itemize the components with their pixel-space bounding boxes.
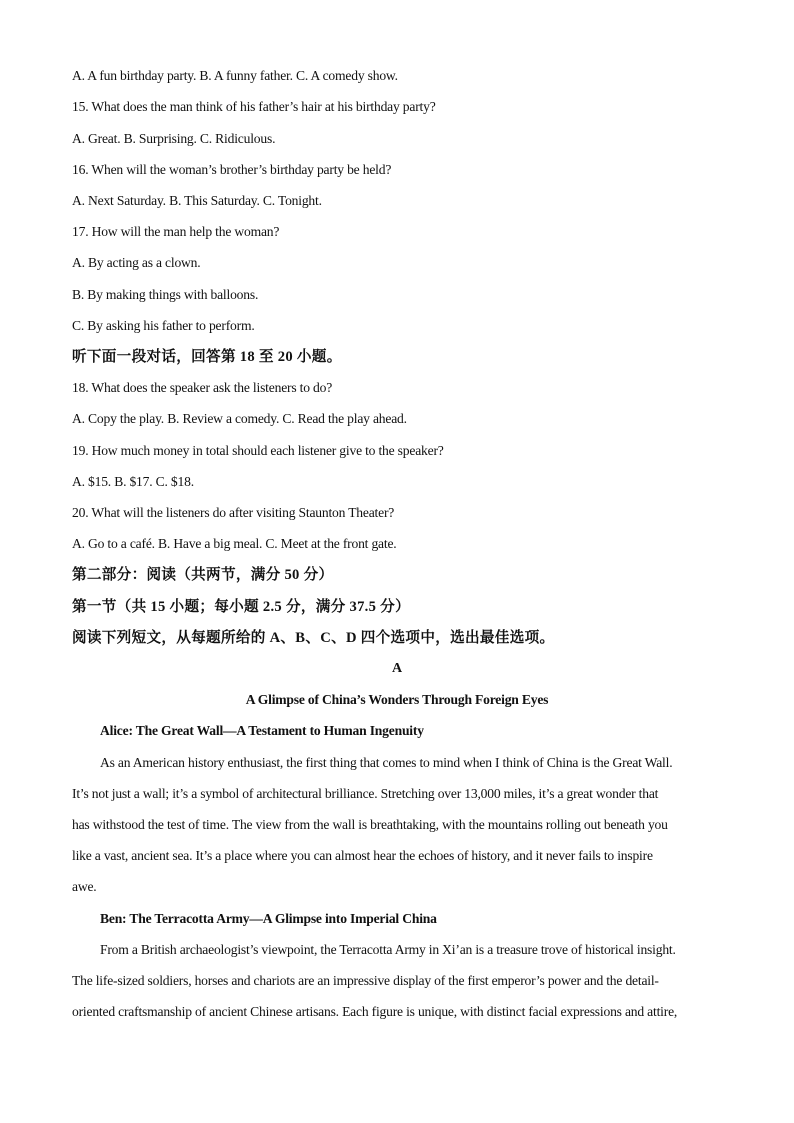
alice-line-5: awe.	[72, 879, 97, 894]
q20-question: 20. What will the listeners do after visiting Staunton Theater?	[72, 505, 395, 520]
alice-line-3: has withstood the test of time. The view from the wall is breathtaking, with the mountains rolling out beneath you	[72, 817, 668, 832]
instruction-18-20: 听下面一段对话，回答第 18 至 20 小题。	[72, 349, 342, 365]
passage-letter: A	[392, 661, 402, 676]
ben-line-3: oriented craftsmanship of ancient Chinese artisans. Each figure is unique, with distinct facial expressions and attire,	[72, 1004, 678, 1019]
alice-line-4: like a vast, ancient sea. It’s a place where you can almost hear the echoes of history, and it never fails to inspire	[72, 848, 653, 863]
ben-line-2: The life-sized soldiers, horses and chariots are an impressive display of the first emperor’s power and the detail-	[72, 973, 659, 988]
reading-instruction: 阅读下列短文，从每题所给的 A、B、C、D 四个选项中，选出最佳选项。	[72, 630, 555, 646]
q15-options: A. Great. B. Surprising. C. Ridiculous.	[72, 131, 276, 146]
q16-question: 16. When will the woman’s brother’s birthday party be held?	[72, 162, 392, 177]
passage-title: A Glimpse of China’s Wonders Through Foreign Eyes	[245, 692, 549, 707]
reading-part-title: 第二部分：阅读（共两节，满分 50 分）	[72, 567, 334, 583]
q17-option-a: A. By acting as a clown.	[72, 255, 201, 270]
q19-options: A. $15. B. $17. C. $18.	[72, 474, 194, 489]
q17-option-c: C. By asking his father to perform.	[72, 318, 255, 333]
reading-section-title: 第一节（共 15 小题；每小题 2.5 分，满分 37.5 分）	[72, 599, 410, 615]
q18-options: A. Copy the play. B. Review a comedy. C. Read the play ahead.	[72, 411, 407, 426]
q17-question: 17. How will the man help the woman?	[72, 224, 280, 239]
q19-question: 19. How much money in total should each listener give to the speaker?	[72, 443, 444, 458]
ben-heading: Ben: The Terracotta Army—A Glimpse into Imperial China	[100, 911, 437, 926]
q15-question: 15. What does the man think of his father’s hair at his birthday party?	[72, 99, 436, 114]
q16-options: A. Next Saturday. B. This Saturday. C. Tonight.	[72, 193, 322, 208]
q18-question: 18. What does the speaker ask the listeners to do?	[72, 380, 333, 395]
q17-option-b: B. By making things with balloons.	[72, 287, 259, 302]
ben-line-1: From a British archaeologist’s viewpoint, the Terracotta Army in Xi’an is a treasure trove of historical insight.	[100, 942, 676, 957]
q20-options: A. Go to a café. B. Have a big meal. C. Meet at the front gate.	[72, 536, 397, 551]
q14-options: A. A fun birthday party. B. A funny father. C. A comedy show.	[72, 68, 398, 83]
alice-line-2: It’s not just a wall; it’s a symbol of architectural brilliance. Stretching over 13,000 miles, it’s a great wonder that	[72, 786, 659, 801]
alice-line-1: As an American history enthusiast, the first thing that comes to mind when I think of China is the Great Wall.	[100, 755, 673, 770]
alice-heading: Alice: The Great Wall—A Testament to Human Ingenuity	[100, 723, 424, 738]
